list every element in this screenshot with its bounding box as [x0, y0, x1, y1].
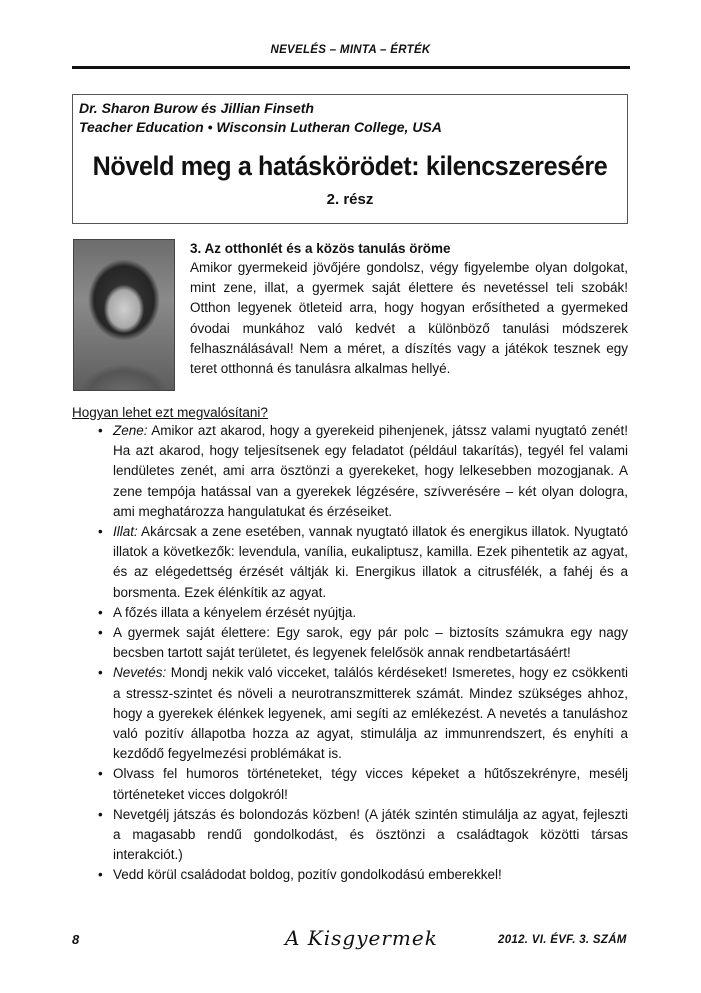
header-rule: [72, 66, 630, 69]
bullet-icon: •: [98, 423, 103, 438]
bullet-icon: •: [98, 766, 103, 782]
list-item: [98, 805, 628, 866]
bullet-icon: •: [98, 867, 103, 883]
list-item: [98, 421, 628, 522]
list-item: [98, 764, 628, 804]
affiliation-line: Teacher Education • Wisconsin Lutheran College, USA: [79, 119, 442, 135]
bullet-lead: Zene:: [113, 423, 148, 438]
bullet-text: Olvass fel humoros történeteket, tégy vicces képeket a hűtőszekrényre, mesélj történeteket vicces dolgokról!: [113, 766, 628, 802]
article-title: Növeld meg a hatáskörödet: kilencszeresére: [92, 151, 608, 181]
title-box: [72, 94, 628, 224]
author-block: [79, 99, 442, 137]
part-label: 2. rész: [326, 191, 374, 208]
bullet-text: Nevetgélj játszás és bolondozás közben! (A játék szintén stimulálja az agyat, fejleszti a magasabb rendű gondolkodást, és ösztönzi a családtagok közötti társas interakciót.): [113, 806, 628, 863]
authors-line: Dr. Sharon Burow és Jillian Finseth: [79, 100, 314, 116]
bullet-lead: Nevetés:: [113, 665, 167, 681]
bullet-text: Mondj nekik való vicceket, találós kérdéseket! Ismeretes, hogy ez csökkenti a stressz-szintet és növeli a neurotranszmitterek számát. Mindez szükséges ahhoz, hogy a gyerekek élénkek legyenek, ami segíti az emlékezést. A nevetés a tanuláshoz való pozitív állapotba hozza az agyat, stimulálja az immunrendszert, és enyhíti a kezdődő fegyelmezési problémákat is.: [113, 665, 628, 762]
list-item: [98, 603, 628, 623]
bullet-list: [98, 421, 628, 886]
list-item: [98, 865, 628, 885]
bullet-text: Vedd körül családodat boldog, pozitív gondolkodású emberekkel!: [113, 867, 502, 883]
issue-label: 2012. VI. ÉVF. 3. SZÁM: [498, 934, 627, 946]
bullet-icon: •: [98, 604, 103, 620]
list-item: [98, 522, 628, 603]
intro-paragraph: Amikor gyermekeid jövőjére gondolsz, végy figyelembe olyan dolgokat, mint zene, illat, a gyermek saját élettere és nevetéssel teli szobák! Otthon legyenek ötleteid arra, hogy hogyan erősítheted a gyermeked óvodai munkához való kedvét a különböző tanulási módszerek felhasználásával! Nem a méret, a díszítés vagy a játékok tesznek egy teret otthonná és tanulásra alkalmas hellyé.: [190, 260, 628, 377]
list-item: [98, 623, 628, 663]
bullet-icon: •: [98, 625, 103, 641]
bullet-lead: Illat:: [113, 524, 138, 540]
bullet-text: A gyermek saját élettere: Egy sarok, egy pár polc – biztosíts számukra egy nagy becsben tartott saját területet, és legyenek felelősök annak rendbetartásáért!: [113, 625, 628, 661]
bullet-icon: •: [98, 665, 103, 681]
running-header: NEVELÉS – MINTA – ÉRTÉK: [270, 44, 431, 56]
bullet-icon: •: [98, 524, 103, 540]
list-item: [98, 663, 628, 764]
section-heading: 3. Az otthonlét és a közös tanulás öröme: [190, 241, 451, 256]
bullet-text: A főzés illata a kényelem érzését nyújtja.: [113, 604, 357, 620]
magazine-name: A Kisgyermek: [285, 926, 438, 950]
how-to-heading[interactable]: Hogyan lehet ezt megvalósítani?: [72, 405, 268, 420]
page-number: 8: [72, 932, 80, 947]
bullet-icon: •: [98, 806, 103, 822]
author-photo: [73, 239, 175, 391]
bullet-text: Amikor azt akarod, hogy a gyerekeid pihenjenek, játssz valami nyugtató zenét! Ha azt akarod, hogy teljesítsenek egy feladatot (például takarítás), tegyél fel valami lendületes zenét, ami arra ösztönzi a gyerekeket, hogy lelkesebben mozogjanak. A zene tempója hatással van a gyerekek légzésére, szívverésére – két olyan dologra, ami meghatározza hangulatukat és érzéseiket.: [113, 423, 628, 519]
bullet-text: Akárcsak a zene esetében, vannak nyugtató illatok és energikus illatok. Nyugtató illatok a következők: levendula, vanília, eukaliptusz, kamilla. Ezek pihentetik az agyat, és az elégedettség érzését váltják ki. Energikus illatok a citrusfélék, a fahéj és a borsmenta. Ezek élénkítik az agyat.: [113, 524, 628, 600]
